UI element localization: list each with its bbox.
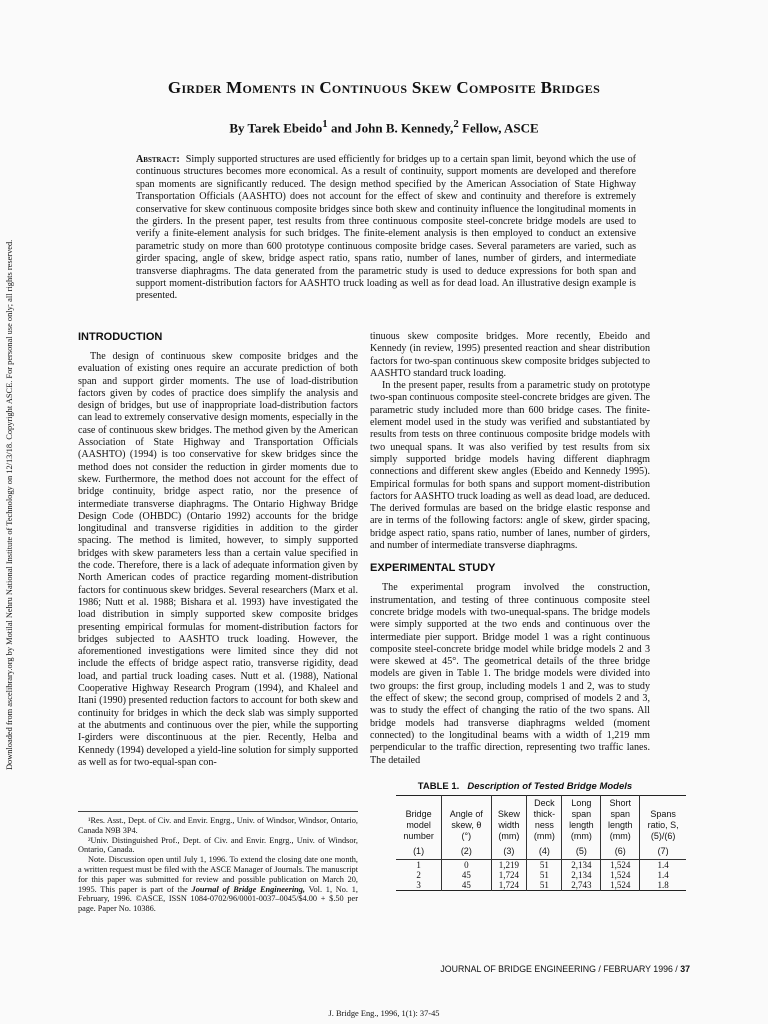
- footnotes: [78, 811, 358, 914]
- table-row: [396, 880, 686, 891]
- table-cell: 1,219: [491, 860, 527, 871]
- author-sup-2: 2: [453, 118, 459, 130]
- abstract-text: Simply supported structures are used efficiently for bridges up to a certain span limit, beyond which the use of continuous structures becomes more economical. As a result of continuity, support moments are developed and therefore span moments are significantly reduced. The design method specified by the American Association of State Highway Transportation Officials (AASHTO) does not account for the effect of skew and continuity and therefore is extremely conservative for skew continuous composite bridges since both skew and continuity influence the longitudinal moments in the girders. In the present paper, test results from three continuous composite steel-concrete bridge models are used to verify a finite-element analysis for such bridges. The finite-element analysis is then employed to conduct an extensive parametric study on more than 600 prototype continuous composite bridge cases. Several parameters are varied, such as girder spacing, angle of skew, bridge aspect ratio, spans ratio, number of lanes, number of girders, and intermediate transverse diaphragms. The data generated from the parametric study is used to deduce expressions for both span and support moment-distribution factors for AASHTO truck loading as well as for dead load. An illustrative design example is presented.: [136, 154, 636, 302]
- table-header-cell: Spans ratio, S, (5)/(6): [640, 796, 686, 845]
- citation-line: J. Bridge Eng., 1996, 1(1): 37-45: [328, 1009, 440, 1018]
- page-number: 37: [680, 964, 690, 974]
- table-cell: 2,134: [562, 870, 601, 880]
- table-cell: 45: [442, 870, 491, 880]
- table-cell: 51: [527, 870, 562, 880]
- table-cell: 1.8: [640, 880, 686, 891]
- footnote-note: [78, 855, 358, 914]
- table-header-cell: Bridge model number: [403, 809, 434, 841]
- table-cell: 3: [416, 880, 421, 890]
- column-number: (1): [396, 844, 442, 860]
- table-cell: 51: [527, 860, 562, 871]
- author-text-2: and John B. Kennedy,: [327, 120, 454, 136]
- abstract-label: Abstract:: [136, 154, 180, 165]
- introduction-paragraph: The design of continuous skew composite bridges and the evaluation of existing ones require an accurate prediction of both span and support girder moments. The use of load-distribution factors given by codes of practice does simplify the analysis and design of bridges, but use of inappropriate load-distribution factors can lead to extremely conservative design moments, especially in the case of continuous skew bridges. The method given by the American Association of State Highway and Transportation Officials (AASHTO) (1994) is too conservative for skew bridges since the method does not consider the reduction in girder moments due to skew. Furthermore, the method does not account for the effect of bridge continuity, bridge aspect ratio, nor the presence of intermediate transverse diaphragms. The Ontario Highway Bridge Design Code (OHBDC) (Ontario 1992) accounts for the bridge longitudinal and transverse rigidities in addition to the girder spacing. The method is limited, however, to simply supported bridges with skew parameters less than a certain value specified in the code. Therefore, there is a lack of adequate information given by North American codes of practice regarding moment-distribution factors for continuous skew bridges. Several researchers (Marx et al. 1986; Nutt et al. 1988; Bishara et al. 1993) have investigated the load distribution in simply supported skew composite bridges presenting empirical formulas for moment-distribution factors for bridges subjected to AASHTO truck loading. However, the aforementioned investigations were limited since they did not include the effects of bridge aspect ratio, transverse rigidity, dead load, and partial truck loading cases. Nutt et al. (1988), National Cooperative Highway Research Program (1994), and Khaleel and Itani (1990) presented reduction factors to account for both skew and continuity for bridges in which the deck slab was simply supported at the abutments and continuous over the pier, while the supporting I-girders were discontinuous at the pier. Recently, Helba and Kennedy (1994) developed a yield-line solution for simply supported as well as for two-equal-span con-: [78, 351, 358, 768]
- author-text-3: Fellow, ASCE: [458, 120, 539, 136]
- right-column: [370, 331, 650, 767]
- table-header-cell: Long span length (mm): [562, 796, 601, 845]
- footnote-journal-name: Journal of Bridge Engineering,: [191, 884, 305, 894]
- table-row: [396, 860, 686, 871]
- column-number: (2): [442, 844, 491, 860]
- left-column: [78, 331, 358, 769]
- journal-footer-text: JOURNAL OF BRIDGE ENGINEERING / FEBRUARY 1996 /: [440, 964, 681, 974]
- table-cell: 1.4: [640, 860, 686, 871]
- table-cell: 2,134: [562, 860, 601, 871]
- section-heading-experimental-study: EXPERIMENTAL STUDY: [370, 562, 496, 575]
- footnote-1: ¹Res. Asst., Dept. of Civ. and Envir. Engrg., Univ. of Windsor, Windsor, Ontario, Canada N9B 3P4.: [78, 816, 358, 835]
- table-cell: 2,743: [562, 880, 601, 891]
- journal-running-foot: [420, 964, 690, 974]
- download-notice: Downloaded from ascelibrary.org by Motilal Nehru National Institute of Technology on 12/13/18. Copyright ASCE. For personal use only; all rights reserved.: [5, 239, 14, 770]
- table-header-cell: Deck thick- ness (mm): [527, 796, 562, 845]
- paper-title: Girder Moments in Continuous Skew Composite Bridges: [167, 78, 601, 97]
- bridge-models-table: [396, 795, 686, 891]
- abstract: [136, 154, 636, 303]
- footnote-2: ²Univ. Distinguished Prof., Dept. of Civ. and Envir. Engrg., Univ. of Windsor, Ontario, Canada.: [78, 835, 358, 855]
- table-cell: 1,524: [601, 880, 640, 891]
- table-cell: 1,724: [491, 870, 527, 880]
- table-row: [396, 870, 686, 880]
- author-sup-1: 1: [322, 118, 328, 130]
- column-number: (3): [491, 844, 527, 860]
- table-label: TABLE 1.: [417, 781, 460, 792]
- introduction-continued-paragraph: tinuous skew composite bridges. More recently, Ebeido and Kennedy (in review, 1995) presented reaction and shear distribution factors for two-span continuous skew composite bridges subjected to AASHTO standard truck loading.: [370, 331, 650, 379]
- present-paper-paragraph: In the present paper, results from a parametric study on prototype two-span continuous composite steel-concrete bridges are given. The parametric study included more than 600 bridge cases. The finite-element model used in the study was verified and substantiated by results from tests on three continuous composite bridge models with two unequal spans. It was also verified by test results from six simply supported bridge models having different diaphragm connections and different skew angles (Ebeido and Kennedy 1995). Empirical formulas for both spans and support moment-distribution factors for AASHTO truck loading as well as dead load, are deduced. The derived formulas are based on the bridge elastic response and are in terms of the following factors: angle of skew, girder spacing, bridge aspect ratio, spans ratio, number of lanes, number of girders, and number of intermediate transverse diaphragms.: [370, 380, 650, 552]
- author-text-1: By Tarek Ebeido: [229, 120, 323, 136]
- column-number: (6): [601, 844, 640, 860]
- table-cell: 1,724: [491, 880, 527, 891]
- table-cell: 2: [416, 870, 421, 880]
- footnote-note-text-a: Note. Discussion open until July 1, 1996. To extend the closing date one month, a written request must be filed with the ASCE Manager of Journals. The manuscript for this paper was submitted for review and possible publication on March 20, 1995. This paper is part of the: [78, 855, 358, 894]
- table-name: Description of Tested Bridge Models: [467, 781, 633, 792]
- table-header-cell: Skew width (mm): [491, 796, 527, 845]
- column-number: (7): [640, 844, 686, 860]
- author-line: [40, 118, 728, 136]
- table-cell: 1,524: [601, 860, 640, 871]
- experimental-study-paragraph: The experimental program involved the construction, instrumentation, and testing of three continuous composite steel concrete bridge models with two-unequal-spans. The bridge models were simply supported at the two ends and continuous over the intermediate pier support. Bridge model 1 was a right continuous composite steel-concrete bridge model while bridge models 2 and 3 were skewed at 45°. The geometrical details of the three bridge models are given in Table 1. The bridge models were divided into two groups: the first group, including models 1 and 2, was to study the effect of skew; the second group, comprised of models 2 and 3, was to study the effect of changing the ratio of the two spans. All bridge models had transverse diaphragms welded (moment connected) to the longitudinal beams with a width of 1,219 mm perpendicular to the traffic direction, representing two traffic lanes. The detailed: [370, 582, 650, 766]
- table-column-number-row: [396, 844, 686, 860]
- table-caption: [370, 781, 680, 792]
- footnote-note-text-b: Vol. 1, No. 1, February, 1996. ©ASCE, ISSN 1084-0702/96/0001-0037–0045/$4.00 + $.50 per page. Paper No. 10386.: [78, 884, 358, 914]
- column-number: (5): [562, 844, 601, 860]
- table-header-cell: Short span length (mm): [601, 796, 640, 845]
- table-cell: 51: [527, 880, 562, 891]
- table-cell: 0: [442, 860, 491, 871]
- table-cell: 45: [442, 880, 491, 891]
- table-header-row: [396, 796, 686, 845]
- section-heading-introduction: INTRODUCTION: [78, 331, 163, 343]
- table-cell: 1,524: [601, 870, 640, 880]
- table-header-cell: Angle of skew, θ (°): [442, 796, 491, 845]
- column-number: (4): [527, 844, 562, 860]
- table-cell: 1: [416, 860, 421, 870]
- table-cell: 1.4: [640, 870, 686, 880]
